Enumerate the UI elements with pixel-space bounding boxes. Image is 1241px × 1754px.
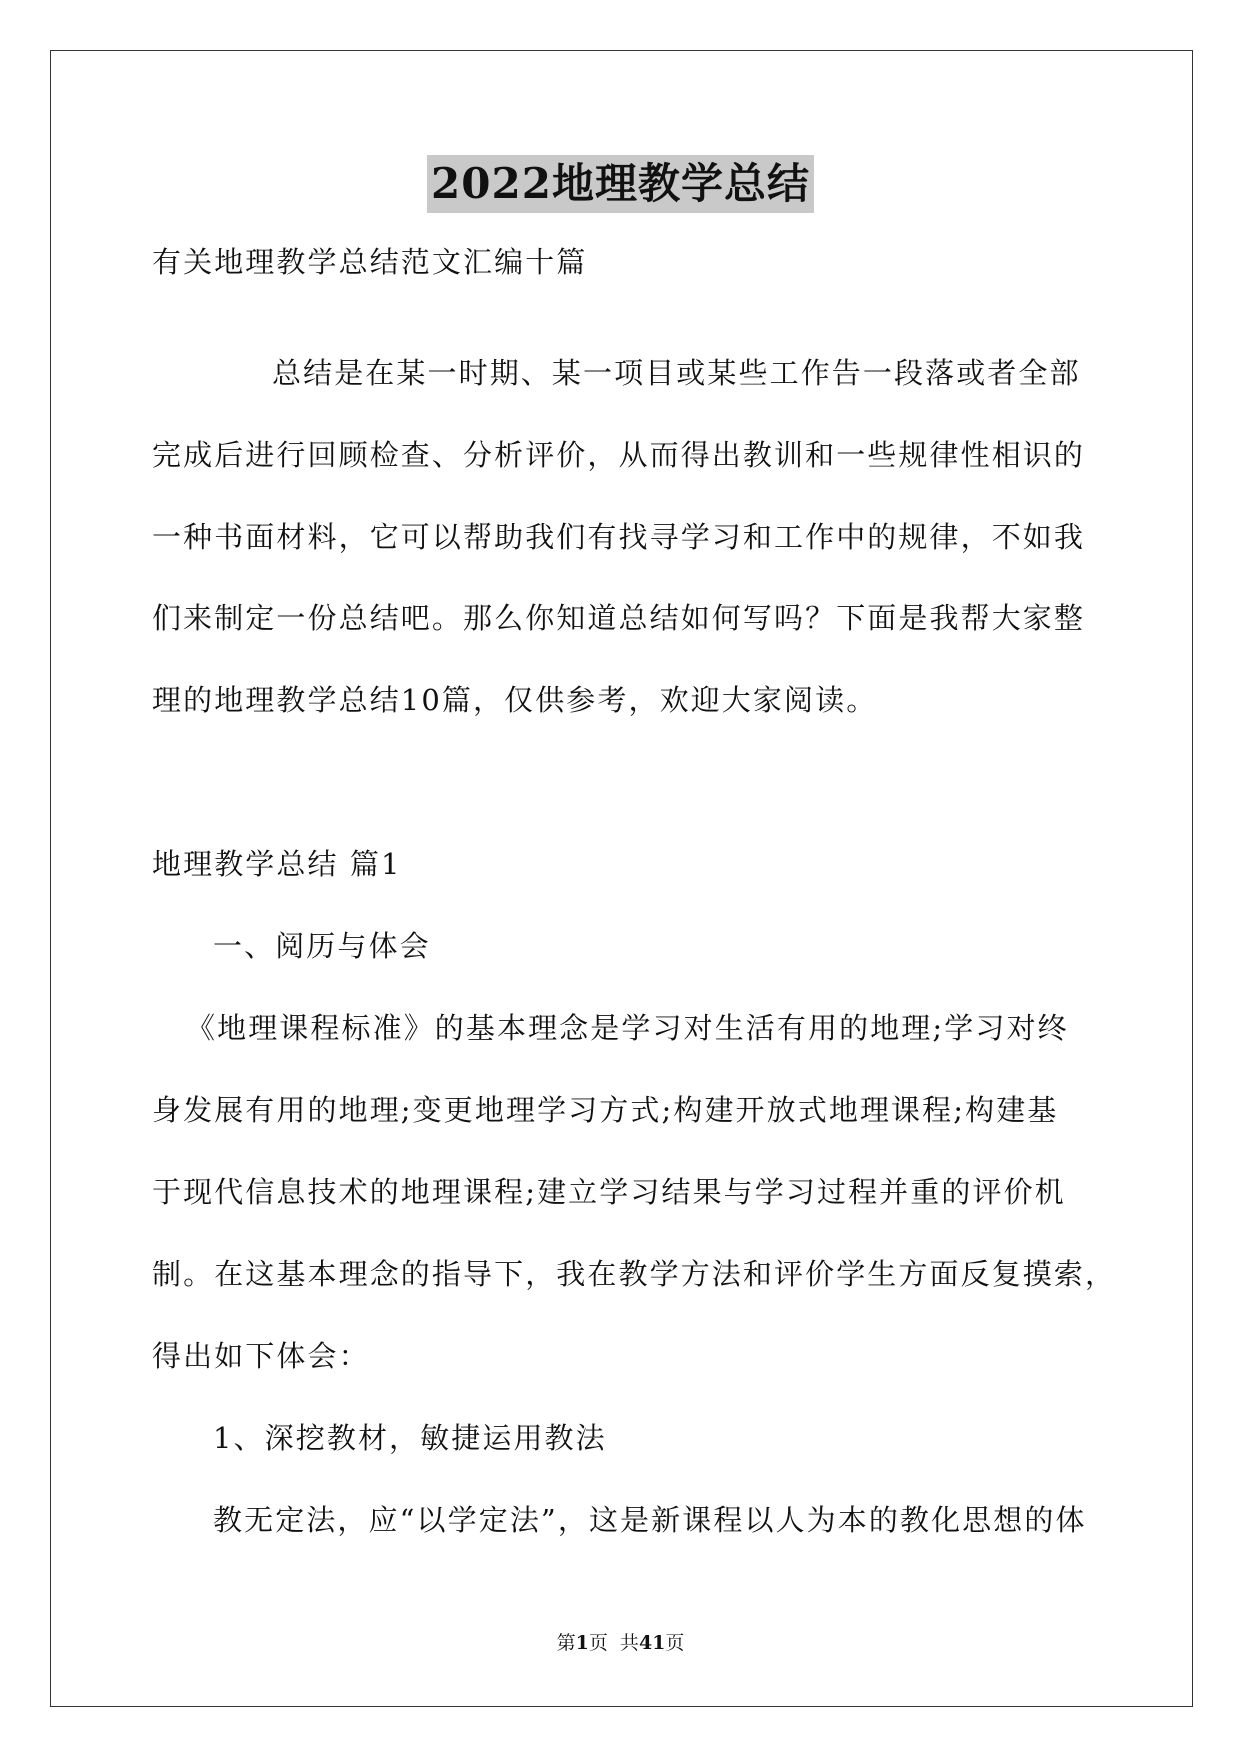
list-item-heading: 1、深挖教材，敏捷运用教法 [213,1421,607,1455]
paragraph-line: 一种书面材料，它可以帮助我们有找寻学习和工作中的规律，不如我 [152,520,1086,554]
subtitle-line: 有关地理教学总结范文汇编十篇 [152,245,588,279]
paragraph-line: 们来制定一份总结吧。那么你知道总结如何写吗？下面是我帮大家整 [152,601,1086,635]
page-footer [0,1630,1241,1656]
paragraph-line: 教无定法，应“以学定法”，这是新课程以人为本的教化思想的体 [213,1503,1087,1537]
section-heading: 地理教学总结 篇1 [152,847,402,881]
footer-page-prefix: 第 [556,1632,576,1654]
paragraph-line: 身发展有用的地理;变更地理学习方式;构建开放式地理课程;构建基 [152,1093,1059,1127]
subsection-heading: 一、阅历与体会 [213,929,431,963]
paragraph-line: 完成后进行回顾检查、分析评价，从而得出教训和一些规律性相识的 [152,438,1086,472]
paragraph-line: 《地理课程标准》的基本理念是学习对生活有用的地理;学习对终 [186,1011,1069,1045]
footer-page-total: 41 [638,1632,666,1654]
title-area [0,155,1241,213]
paragraph-line: 于现代信息技术的地理课程;建立学习结果与学习过程并重的评价机 [152,1175,1066,1209]
paragraph-line: 制。在这基本理念的指导下，我在教学方法和评价学生方面反复摸索， [152,1257,1117,1291]
paragraph-line: 理的地理教学总结10篇，仅供参考，欢迎大家阅读。 [152,683,878,717]
document-title: 2022地理教学总结 [427,155,814,213]
footer-page-suffix: 页 [665,1632,685,1654]
paragraph-line: 得出如下体会： [152,1339,370,1373]
footer-page-number: 1 [575,1632,589,1654]
paragraph-line: 总结是在某一时期、某一项目或某些工作告一段落或者全部 [272,356,1081,390]
footer-page-mid: 页 共 [588,1632,639,1654]
